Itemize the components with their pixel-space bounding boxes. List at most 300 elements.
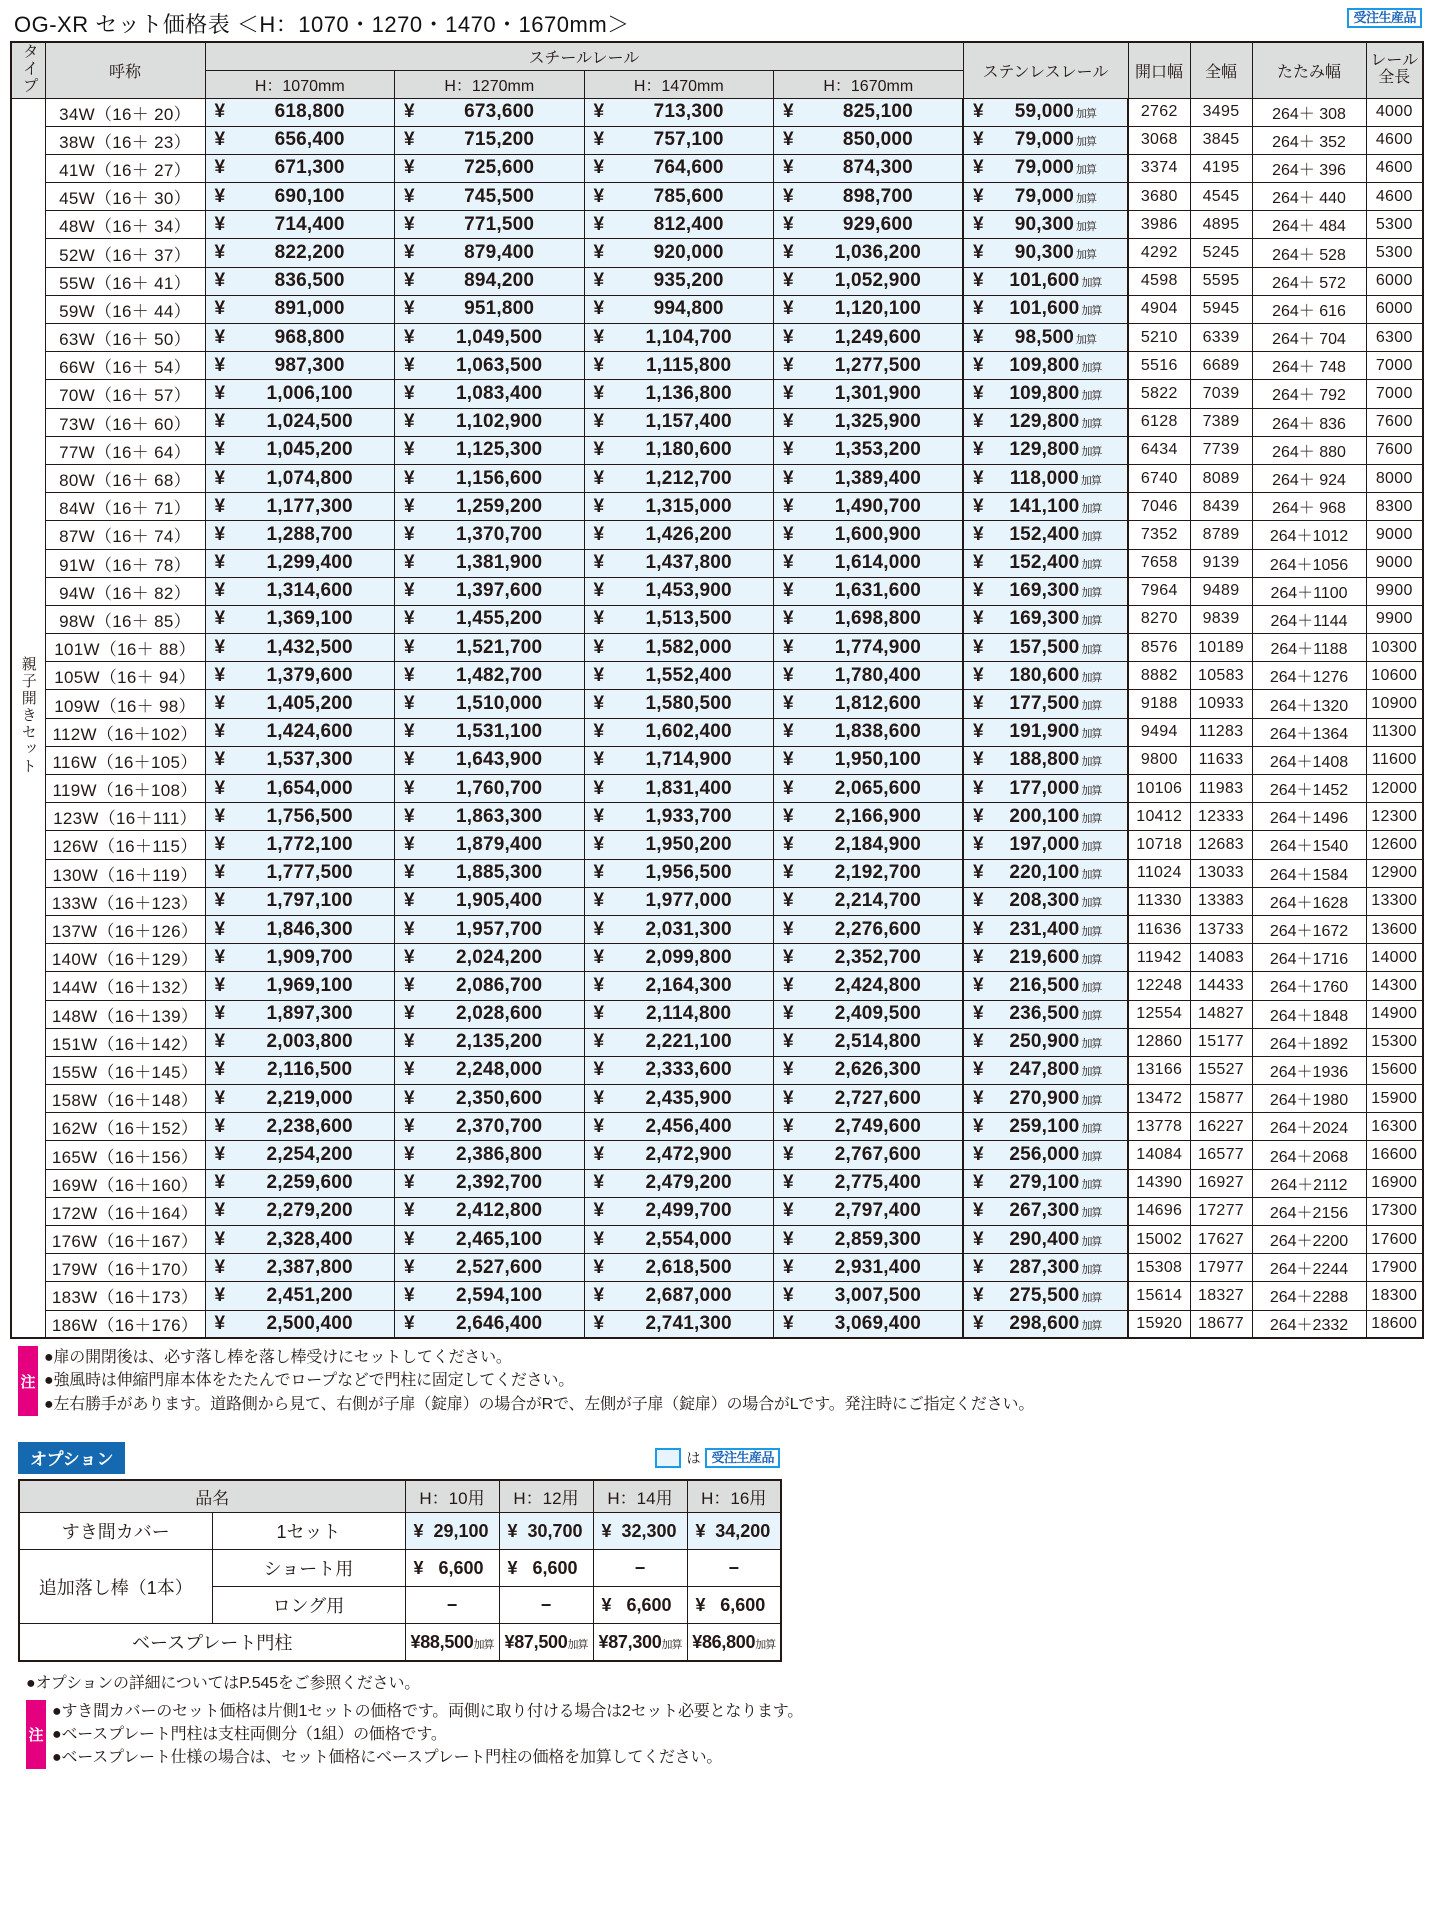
yen-symbol: ¥ [214,805,226,827]
dimension-cell: 5595 [1190,267,1252,295]
price-cell: ¥ 2,409,500 [774,1000,964,1028]
yen-symbol: ¥ [593,1312,605,1334]
yen-symbol: ¥ [404,1172,415,1194]
dimension-cell: 264＋ 792 [1252,380,1366,408]
price-cell: ¥ 188,800 加算 [963,746,1128,774]
dimension-cell: 6300 [1366,324,1423,352]
col-type: タイプ [11,42,45,98]
dimension-cell: 12600 [1366,831,1423,859]
price-cell: ¥ 836,500 [205,267,395,295]
yen-symbol: ¥ [214,1228,226,1250]
price-cell: ¥ 79,000 加算 [963,154,1128,182]
price-cell: ¥ 850,000 [774,126,964,154]
model-name-cell: 119W（16＋108） [45,775,205,803]
dimension-cell: 264＋1144 [1252,605,1366,633]
yen-symbol: ¥ [783,1228,794,1250]
table-row [11,1226,1423,1254]
price-cell: ¥ 2,618,500 [584,1254,774,1282]
yen-symbol: ¥ [214,1256,226,1278]
price-cell: ¥ 2,767,600 [774,1141,964,1169]
dimension-cell: 264＋ 968 [1252,493,1366,521]
yen-symbol: ¥ [783,1256,794,1278]
yen-symbol: ¥ [973,213,984,235]
price-cell: ¥ 656,400 [205,126,395,154]
yen-symbol: ¥ [593,382,605,404]
price-cell: ¥ 1,424,600 [205,718,395,746]
opt-col-h12: H：12用 [499,1480,593,1513]
yen-symbol: ¥ [783,1200,794,1222]
price-cell: ¥ 98,500 加算 [963,324,1128,352]
yen-symbol: ¥ [404,1003,415,1025]
col-folded-width: たたみ幅 [1252,42,1366,98]
add-suffix: 加算 [1081,1319,1102,1332]
yen-symbol: ¥ [973,1200,984,1222]
price-cell: ¥ 1,157,400 [584,408,774,436]
price-cell: ¥ 1,136,800 [584,380,774,408]
table-row [11,746,1423,774]
yen-symbol: ¥ [973,354,984,376]
price-cell: ¥ 220,100 加算 [963,859,1128,887]
price-cell: ¥ 298,600 加算 [963,1310,1128,1338]
add-suffix: 加算 [1081,1291,1102,1304]
add-suffix: 加算 [1081,587,1102,600]
dimension-cell: 14433 [1190,972,1252,1000]
add-suffix: 加算 [1081,389,1102,402]
option-price-cell: ¥ 34,200 [687,1513,781,1550]
yen-symbol: ¥ [783,777,794,799]
price-cell: ¥ 1,180,600 [584,436,774,464]
col-name: 呼称 [45,42,205,98]
price-cell: ¥ 1,537,300 [205,746,395,774]
col-steel-rail-group: スチールレール [205,42,963,70]
dimension-cell: 5300 [1366,211,1423,239]
option-badge: オプション [18,1442,125,1474]
price-cell: ¥ 1,654,000 [205,775,395,803]
price-cell: ¥ 270,900 加算 [963,1085,1128,1113]
table-row [11,1028,1423,1056]
yen-symbol: ¥ [404,523,415,545]
price-cell: ¥ 1,780,400 [774,662,964,690]
yen-symbol: ¥ [973,805,984,827]
yen-symbol: ¥ [214,1087,226,1109]
yen-symbol: ¥ [404,1312,415,1334]
baseplate-price-cell: ¥87,500加算 [499,1624,593,1661]
yen-symbol: ¥ [404,918,415,940]
price-cell: ¥ 3,069,400 [774,1310,964,1338]
yen-symbol: ¥ [973,862,984,884]
dimension-cell: 7039 [1190,380,1252,408]
yen-symbol: ¥ [783,298,794,320]
price-cell: ¥ 1,774,900 [774,634,964,662]
option-price-cell: ¥ 6,600 [687,1587,781,1624]
yen-symbol: ¥ [973,693,984,715]
yen-symbol: ¥ [404,411,415,433]
dimension-cell: 13600 [1366,915,1423,943]
dimension-cell: 15877 [1190,1085,1252,1113]
yen-symbol: ¥ [973,1031,984,1053]
price-cell: ¥ 1,249,600 [774,324,964,352]
yen-symbol: ¥ [593,1115,605,1137]
yen-symbol: ¥ [783,411,794,433]
dimension-cell: 12000 [1366,775,1423,803]
add-suffix: 加算 [1081,869,1102,882]
price-cell: ¥ 2,352,700 [774,944,964,972]
dimension-cell: 9900 [1366,605,1423,633]
yen-symbol: ¥ [783,1172,794,1194]
price-cell: ¥ 2,387,800 [205,1254,395,1282]
price-cell: ¥ 2,135,200 [395,1028,585,1056]
dimension-cell: 10600 [1366,662,1423,690]
table-row [11,859,1423,887]
price-cell: ¥ 1,049,500 [395,324,585,352]
dimension-cell: 4600 [1366,183,1423,211]
add-suffix: 加算 [1081,728,1102,741]
yen-symbol: ¥ [593,213,605,235]
yen-symbol: ¥ [214,749,226,771]
yen-symbol: ¥ [783,664,794,686]
price-cell: ¥ 2,499,700 [584,1197,774,1225]
price-cell: ¥ 279,100 加算 [963,1169,1128,1197]
yen-symbol: ¥ [404,1228,415,1250]
dimension-cell: 5822 [1128,380,1190,408]
table-row [11,1141,1423,1169]
yen-symbol: ¥ [593,1200,605,1222]
model-name-cell: 176W（16＋167） [45,1226,205,1254]
model-name-cell: 126W（16＋115） [45,831,205,859]
yen-symbol: ¥ [214,101,226,123]
table-row [11,831,1423,859]
add-suffix: 加算 [1081,559,1102,572]
price-cell: ¥ 1,455,200 [395,605,585,633]
yen-symbol: ¥ [783,1115,794,1137]
price-cell: ¥ 2,775,400 [774,1169,964,1197]
dimension-cell: 15177 [1190,1028,1252,1056]
dimension-cell: 9494 [1128,718,1190,746]
price-cell: ¥ 898,700 [774,183,964,211]
dimension-cell: 264＋ 572 [1252,267,1366,295]
yen-symbol: ¥ [601,1594,612,1615]
dimension-cell: 264＋ 836 [1252,408,1366,436]
price-cell: ¥ 152,400 加算 [963,521,1128,549]
price-cell: ¥ 129,800 加算 [963,436,1128,464]
dimension-cell: 6339 [1190,324,1252,352]
add-suffix: 加算 [1081,1066,1102,1079]
price-cell: ¥ 1,426,200 [584,521,774,549]
option-section [10,1442,1424,1770]
model-name-cell: 158W（16＋148） [45,1085,205,1113]
yen-symbol: ¥ [783,101,794,123]
dimension-cell: 9000 [1366,521,1423,549]
yen-symbol: ¥ [214,946,226,968]
price-cell: ¥ 2,099,800 [584,944,774,972]
dimension-cell: 264＋1936 [1252,1056,1366,1084]
dimension-cell: 4600 [1366,154,1423,182]
model-name-cell: 144W（16＋132） [45,972,205,1000]
type-label-text: 親子開きセット [19,656,37,776]
price-cell: ¥ 1,531,100 [395,718,585,746]
price-cell: ¥ 2,465,100 [395,1226,585,1254]
yen-symbol: ¥ [214,1200,226,1222]
yen-symbol: ¥ [214,326,226,348]
model-name-cell: 91W（16＋ 78） [45,549,205,577]
dimension-cell: 3068 [1128,126,1190,154]
dimension-cell: 7389 [1190,408,1252,436]
table-row [11,352,1423,380]
header-row-1 [11,42,1423,70]
table-row [11,944,1423,972]
dimension-cell: 4545 [1190,183,1252,211]
option-price-table [18,1479,782,1662]
price-cell: ¥ 267,300 加算 [963,1197,1128,1225]
page-title: OG-XR セット価格表 ＜H：1070・1270・1470・1670mm＞ [14,12,630,37]
price-cell: ¥ 1,614,000 [774,549,964,577]
add-suffix: 加算 [1081,1151,1102,1164]
price-cell: ¥ 1,580,500 [584,690,774,718]
dimension-cell: 14300 [1366,972,1423,1000]
yen-symbol: ¥ [593,354,605,376]
price-cell: ¥ 1,315,000 [584,493,774,521]
yen-symbol: ¥ [783,213,794,235]
price-cell: ¥ 1,369,100 [205,605,395,633]
add-suffix: 加算 [1081,1235,1102,1248]
yen-symbol: ¥ [695,1520,706,1541]
legend-particle: は [686,1449,701,1466]
price-cell: ¥ 2,749,600 [774,1113,964,1141]
table-row [11,295,1423,323]
yen-symbol: ¥ [593,495,605,517]
col-stainless-rail: ステンレスレール [963,42,1128,98]
dimension-cell: 16300 [1366,1113,1423,1141]
yen-symbol: ¥ [783,636,794,658]
dimension-cell: 15614 [1128,1282,1190,1310]
price-cell: ¥ 2,451,200 [205,1282,395,1310]
price-cell: ¥ 1,756,500 [205,803,395,831]
table-row [11,972,1423,1000]
option-note-block [26,1700,1424,1770]
yen-symbol: ¥ [783,749,794,771]
price-cell: ¥ 1,353,200 [774,436,964,464]
dimension-cell: 15308 [1128,1254,1190,1282]
yen-symbol: ¥ [783,918,794,940]
dimension-cell: 8000 [1366,464,1423,492]
opt-col-h16: H：16用 [687,1480,781,1513]
yen-symbol: ¥ [404,777,415,799]
price-cell: ¥ 247,800 加算 [963,1056,1128,1084]
price-cell: ¥ 2,116,500 [205,1056,395,1084]
table-row [11,154,1423,182]
dimension-cell: 264＋1584 [1252,859,1366,887]
dimension-cell: 17300 [1366,1197,1423,1225]
price-cell: ¥ 1,325,900 [774,408,964,436]
model-name-cell: 148W（16＋139） [45,1000,205,1028]
dimension-cell: 6740 [1128,464,1190,492]
price-cell: ¥ 671,300 [205,154,395,182]
yen-symbol: ¥ [593,946,605,968]
model-name-cell: 133W（16＋123） [45,887,205,915]
yen-symbol: ¥ [214,298,226,320]
yen-symbol: ¥ [593,242,605,264]
price-cell: ¥ 764,600 [584,154,774,182]
table-row [11,1254,1423,1282]
price-cell: ¥ 1,950,100 [774,746,964,774]
yen-symbol: ¥ [214,580,226,602]
price-cell: ¥ 1,957,700 [395,915,585,943]
dimension-cell: 13778 [1128,1113,1190,1141]
price-cell: ¥ 1,977,000 [584,887,774,915]
price-cell: ¥ 2,514,800 [774,1028,964,1056]
price-cell: ¥ 2,626,300 [774,1056,964,1084]
yen-symbol: ¥ [783,1003,794,1025]
price-cell: ¥ 725,600 [395,154,585,182]
dimension-cell: 12248 [1128,972,1190,1000]
table-row [11,239,1423,267]
col-steel-h1270: H：1270mm [395,70,585,98]
price-cell: ¥ 118,000 加算 [963,464,1128,492]
price-cell: ¥ 935,200 [584,267,774,295]
price-cell: ¥ 2,254,200 [205,1141,395,1169]
model-name-cell: 34W（16＋ 20） [45,98,205,126]
yen-symbol: ¥ [404,862,415,884]
dimension-cell: 14827 [1190,1000,1252,1028]
yen-symbol: ¥ [973,467,984,489]
yen-symbol: ¥ [214,918,226,940]
add-suffix: 加算 [1081,1179,1102,1192]
dimension-cell: 13733 [1190,915,1252,943]
dimension-cell: 12683 [1190,831,1252,859]
dimension-cell: 264＋1716 [1252,944,1366,972]
yen-symbol: ¥ [214,439,226,461]
price-cell: ¥ 1,831,400 [584,775,774,803]
legend-swatch-icon [655,1448,681,1468]
yen-symbol: ¥ [973,1284,984,1306]
price-cell: ¥ 2,221,100 [584,1028,774,1056]
yen-symbol: ¥ [404,636,415,658]
add-suffix: 加算 [1081,700,1102,713]
dimension-cell: 264＋1672 [1252,915,1366,943]
yen-symbol: ¥ [404,242,415,264]
price-cell: ¥ 1,397,600 [395,577,585,605]
yen-symbol: ¥ [404,354,415,376]
yen-symbol: ¥ [214,693,226,715]
yen-symbol: ¥ [404,1200,415,1222]
col-opening-width: 開口幅 [1128,42,1190,98]
price-cell: ¥ 231,400 加算 [963,915,1128,943]
yen-symbol: ¥ [214,1003,226,1025]
price-cell: ¥ 2,931,400 [774,1254,964,1282]
table-row [11,267,1423,295]
price-cell: ¥ 216,500 加算 [963,972,1128,1000]
table-row [11,915,1423,943]
yen-symbol: ¥ [404,1059,415,1081]
option-row [19,1513,781,1550]
add-suffix: 加算 [1076,220,1097,233]
price-cell: ¥ 825,100 [774,98,964,126]
yen-symbol: ¥ [214,157,226,179]
yen-symbol: ¥ [214,1172,226,1194]
dimension-cell: 10106 [1128,775,1190,803]
option-sublabel-cell: 1セット [212,1513,405,1550]
yen-symbol: ¥ [783,1312,794,1334]
add-suffix: 加算 [473,1638,494,1651]
price-cell: ¥ 2,479,200 [584,1169,774,1197]
price-cell: ¥ 951,800 [395,295,585,323]
table-row [11,211,1423,239]
yen-symbol: ¥ [973,608,984,630]
price-cell: ¥ 59,000 加算 [963,98,1128,126]
yen-symbol: ¥ [973,298,984,320]
dimension-cell: 15002 [1128,1226,1190,1254]
yen-symbol: ¥ [783,890,794,912]
dimension-cell: 8270 [1128,605,1190,633]
price-cell: ¥ 1,797,100 [205,887,395,915]
yen-symbol: ¥ [507,1557,518,1578]
price-cell: ¥ 1,777,500 [205,859,395,887]
yen-symbol: ¥ [214,636,226,658]
dimension-cell: 264＋ 440 [1252,183,1366,211]
price-cell: ¥ 2,727,600 [774,1085,964,1113]
table-row [11,183,1423,211]
price-cell: ¥ 1,370,700 [395,521,585,549]
yen-symbol: ¥ [593,523,605,545]
yen-symbol: ¥ [593,833,605,855]
dimension-cell: 5210 [1128,324,1190,352]
dimension-cell: 13300 [1366,887,1423,915]
yen-symbol: ¥ [593,298,605,320]
dash-cell: − [499,1587,593,1624]
yen-symbol: ¥ [783,495,794,517]
add-suffix: 加算 [1081,615,1102,628]
price-cell: ¥ 2,797,400 [774,1197,964,1225]
dimension-cell: 7000 [1366,352,1423,380]
yen-symbol: ¥ [783,693,794,715]
price-cell: ¥ 1,453,900 [584,577,774,605]
yen-symbol: ¥ [214,1312,226,1334]
yen-symbol: ¥ [593,890,605,912]
price-cell: ¥ 191,900 加算 [963,718,1128,746]
note-line: ●ベースプレート仕様の場合は、セット価格にベースプレート門柱の価格を加算してください。 [52,1749,723,1767]
yen-symbol: ¥ [404,552,415,574]
yen-symbol: ¥ [593,129,605,151]
yen-symbol: ¥ [783,354,794,376]
yen-symbol: ¥ [593,1144,605,1166]
price-cell: ¥ 1,074,800 [205,464,395,492]
table-row [11,1282,1423,1310]
yen-symbol: ¥ [404,129,415,151]
dimension-cell: 14083 [1190,944,1252,972]
yen-symbol: ¥ [404,1115,415,1137]
yen-symbol: ¥ [783,805,794,827]
dimension-cell: 14000 [1366,944,1423,972]
dimension-cell: 12860 [1128,1028,1190,1056]
price-cell: ¥ 2,166,900 [774,803,964,831]
price-cell: ¥ 1,052,900 [774,267,964,295]
dimension-cell: 11983 [1190,775,1252,803]
yen-symbol: ¥ [404,157,415,179]
model-name-cell: 116W（16＋105） [45,746,205,774]
model-name-cell: 80W（16＋ 68） [45,464,205,492]
price-cell: ¥ 2,028,600 [395,1000,585,1028]
price-cell: ¥ 275,500 加算 [963,1282,1128,1310]
yen-symbol: ¥ [783,185,794,207]
dimension-cell: 4195 [1190,154,1252,182]
option-sublabel-cell: ロング用 [212,1587,405,1624]
yen-symbol: ¥ [783,382,794,404]
price-cell: ¥ 1,389,400 [774,464,964,492]
price-cell: ¥ 713,300 [584,98,774,126]
table-row [11,1169,1423,1197]
price-cell: ¥ 2,192,700 [774,859,964,887]
option-price-cell: ¥ 6,600 [499,1550,593,1587]
